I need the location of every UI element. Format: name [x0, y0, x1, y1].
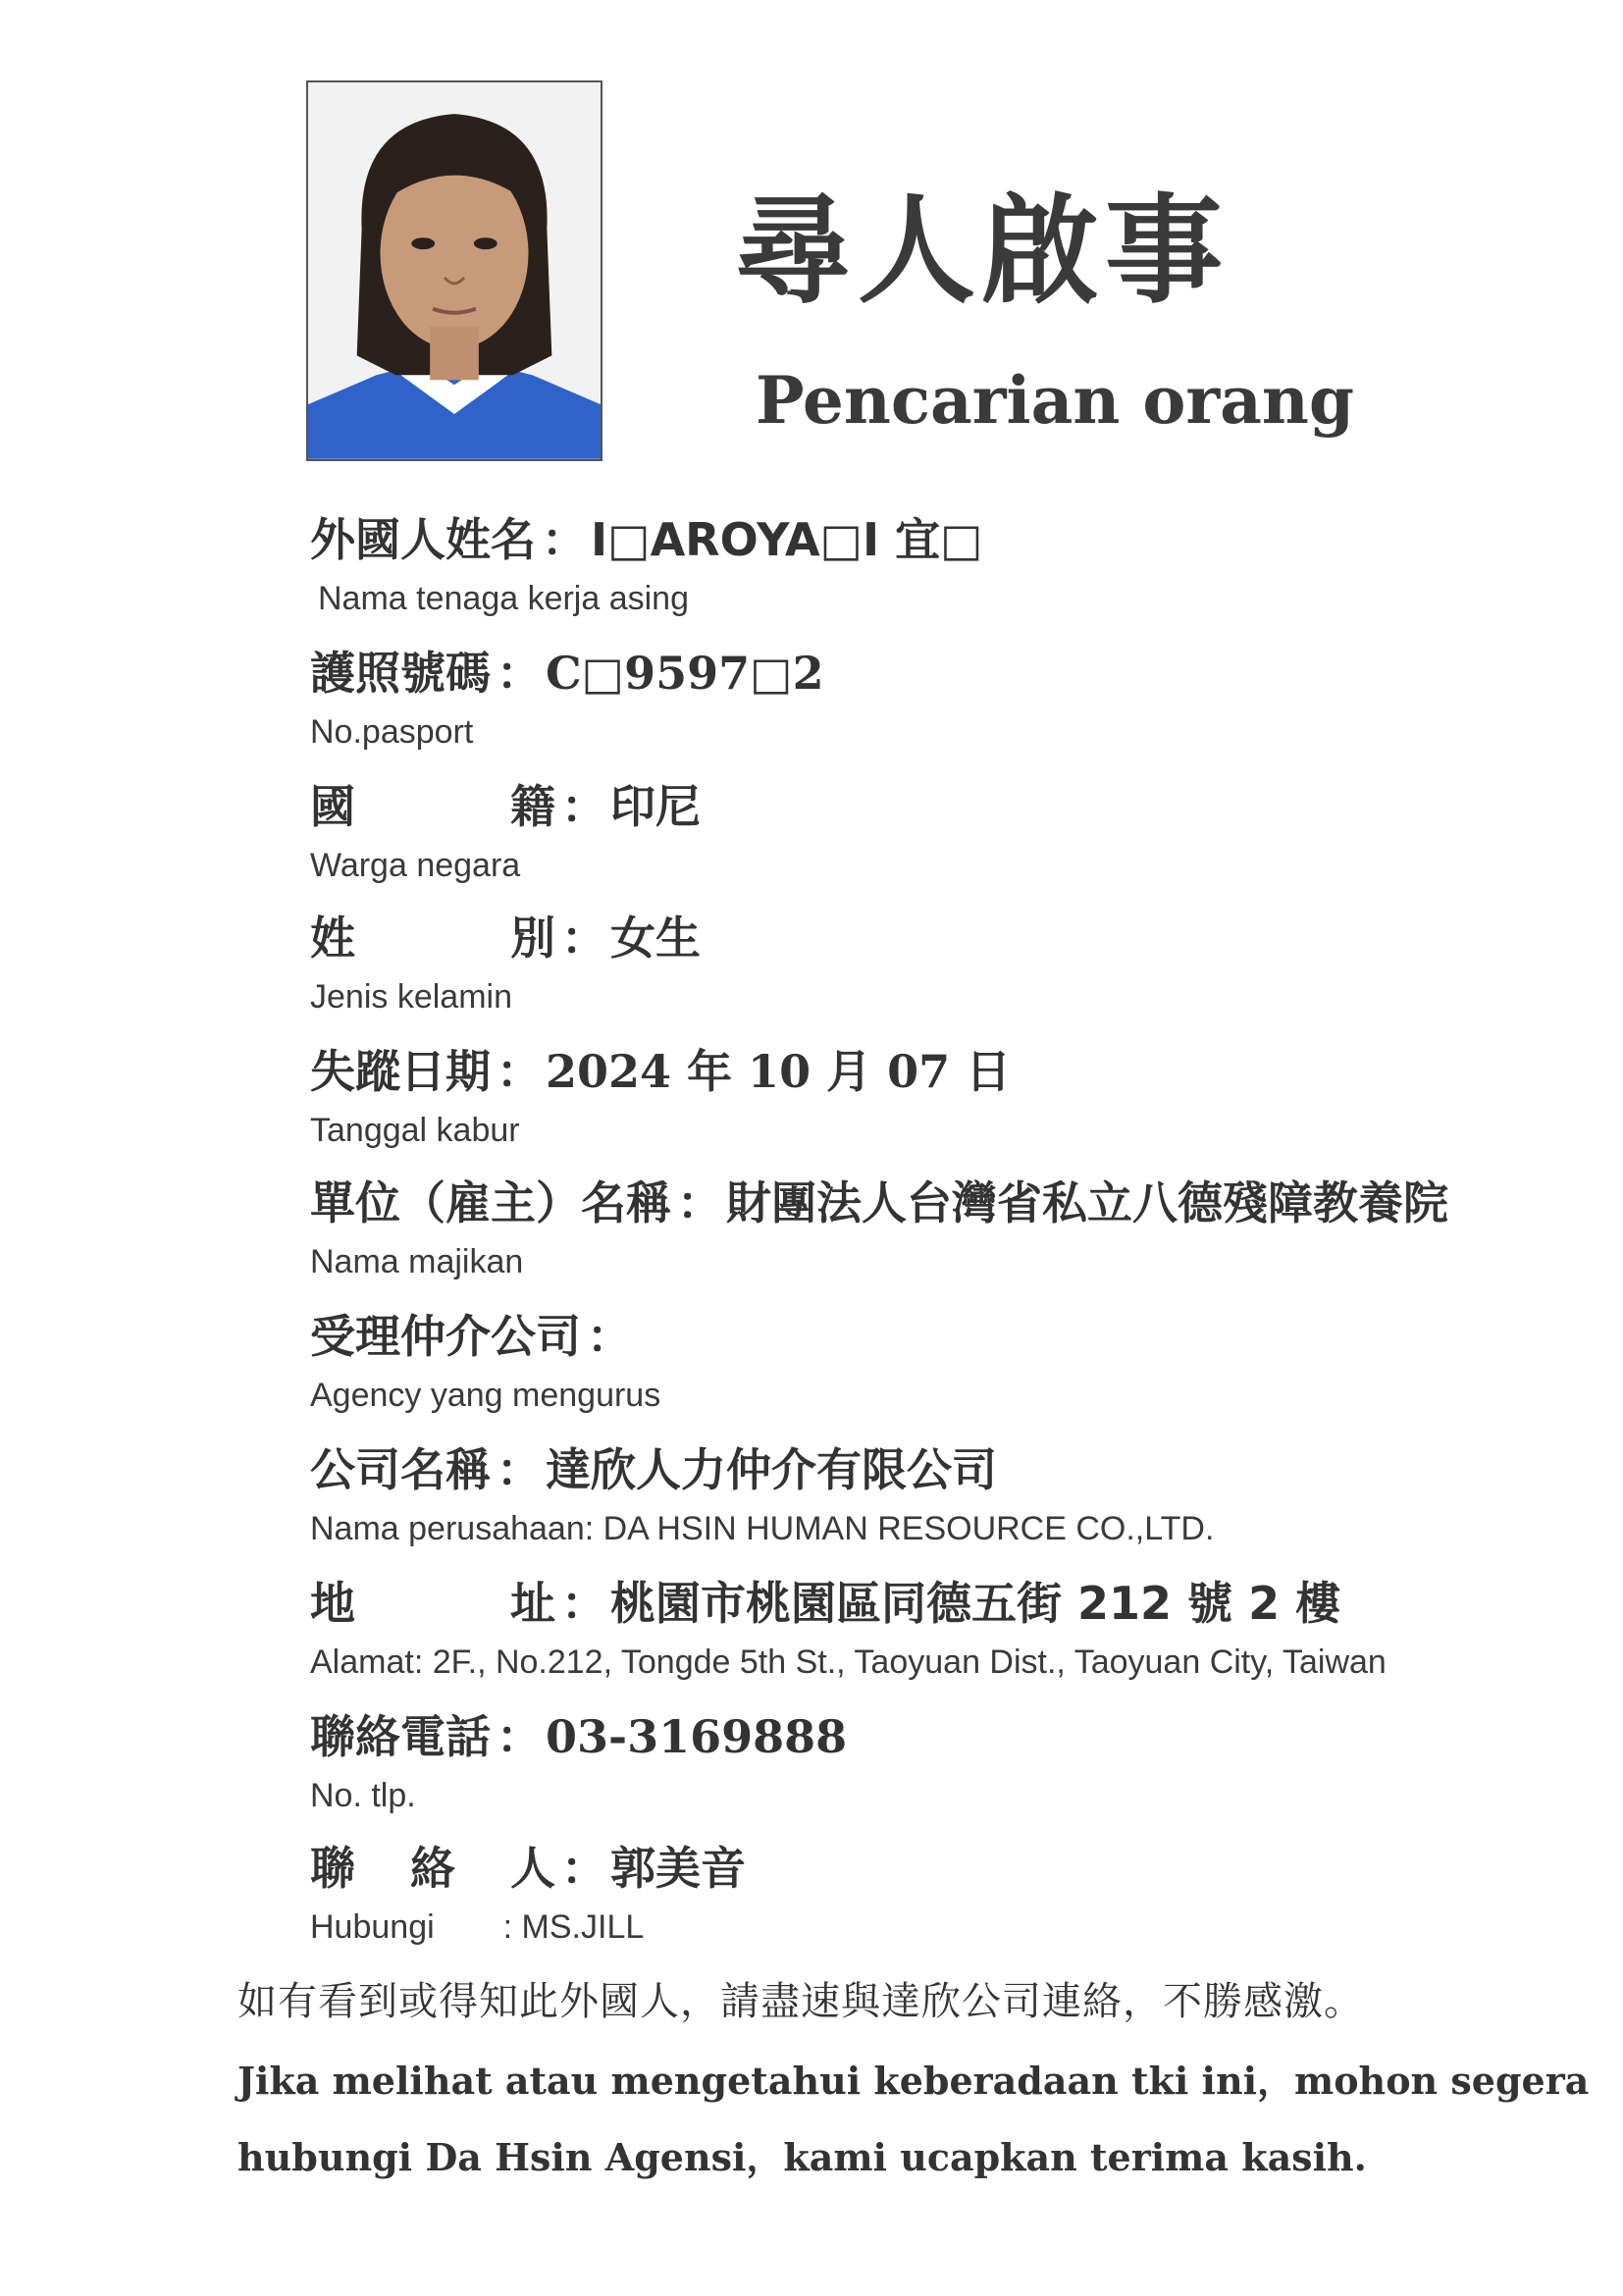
missing-person-photo	[306, 80, 602, 461]
contact-person-latin-name: : MS.JILL	[502, 1908, 645, 1946]
field-value: 2024 年 10 月 07 日	[546, 1045, 1012, 1098]
field-label-zh: 失蹤日期	[310, 1045, 491, 1098]
field-label-zh: 聯絡電話	[310, 1710, 491, 1763]
field-gender: 姓 別 ： 女生 Jenis kelamin	[310, 909, 701, 1018]
field-label-zh: 聯 絡 人	[310, 1842, 555, 1895]
field-contact-person: 聯 絡 人 ： 郭美音 Hubungi : MS.JILL	[310, 1839, 746, 1949]
field-company-name: 公司名稱 ： 達欣人力仲介有限公司 Nama perusahaan: DA HSIN HUMAN RESOURCE CO.,LTD.	[310, 1440, 1214, 1550]
poster-title-indonesian: Pencarian orang	[756, 362, 1355, 439]
field-label-zh: 護照號碼	[310, 647, 491, 700]
field-label-id: No. tlp.	[310, 1777, 416, 1814]
field-value: 印尼	[610, 780, 701, 833]
field-missing-date: 失蹤日期 ： 2024 年 10 月 07 日 Tanggal kabur	[310, 1042, 1011, 1152]
field-value: 達欣人力仲介有限公司	[546, 1443, 997, 1496]
footer-notice-indonesian-line2: hubungi Da Hsin Agensi，kami ucapkan terima kasih.	[237, 2135, 1367, 2179]
field-label-zh: 單位（雇主）名稱	[310, 1176, 671, 1229]
field-label-id: Hubungi	[310, 1908, 435, 1946]
field-label-id: Tanggal kabur	[310, 1112, 520, 1149]
field-label-zh: 外國人姓名	[310, 513, 536, 566]
field-label-id: Nama tenaga kerja asing	[318, 580, 690, 617]
field-value: 03-3169888	[546, 1710, 848, 1763]
field-label-zh: 公司名稱	[310, 1443, 491, 1496]
field-label-id: Warga negara	[310, 847, 521, 884]
field-handling-agency: 受理仲介公司 ： Agency yang mengurus	[310, 1307, 660, 1417]
field-employer-name: 單位（雇主）名稱 ： 財團法人台灣省私立八德殘障教養院 Nama majikan	[310, 1174, 1448, 1283]
field-label-id: Alamat: 2F., No.212, Tongde 5th St., Taoyuan Dist., Taoyuan City, Taiwan	[310, 1644, 1387, 1681]
field-label-zh: 受理仲介公司	[310, 1310, 581, 1363]
field-nationality: 國 籍 ： 印尼 Warga negara	[310, 777, 701, 887]
footer-notice-chinese: 如有看到或得知此外國人，請盡速與達欣公司連絡，不勝感激。	[237, 1979, 1364, 2024]
field-value: I□AROYA□I 宜□	[591, 513, 983, 566]
field-passport-number: 護照號碼 ： C□9597□2 No.pasport	[310, 644, 824, 754]
portrait-image	[308, 82, 601, 459]
field-label-id: Nama majikan	[310, 1243, 524, 1280]
field-foreign-worker-name: 外國人姓名 ： I□AROYA□I 宜□ Nama tenaga kerja asing	[310, 510, 983, 620]
field-contact-phone: 聯絡電話 ： 03-3169888 No. tlp.	[310, 1707, 847, 1817]
field-label-id: Agency yang mengurus	[310, 1377, 661, 1414]
field-value: C□9597□2	[546, 647, 824, 700]
field-address: 地 址 ： 桃園市桃園區同德五街 212 號 2 樓 Alamat: 2F., No.212, Tongde 5th St., Taoyuan Dist., Taoyuan City, Taiwan	[310, 1574, 1387, 1684]
field-value: 女生	[610, 912, 701, 965]
footer-notice-indonesian-line1: Jika melihat atau mengetahui keberadaan tki ini，mohon segera	[237, 2059, 1590, 2103]
field-label-id: Nama perusahaan: DA HSIN HUMAN RESOURCE CO.,LTD.	[310, 1510, 1215, 1547]
field-value: 財團法人台灣省私立八德殘障教養院	[726, 1176, 1448, 1229]
field-label-id: Jenis kelamin	[310, 978, 512, 1016]
field-label-id: No.pasport	[310, 713, 474, 751]
field-label-zh: 國 籍	[310, 780, 555, 833]
field-label-zh: 地 址	[310, 1577, 555, 1630]
poster-title-chinese: 尋人啟事	[734, 183, 1229, 320]
field-value: 郭美音	[610, 1842, 746, 1895]
field-value: 桃園市桃園區同德五街 212 號 2 樓	[610, 1577, 1341, 1630]
field-label-zh: 姓 別	[310, 912, 555, 965]
